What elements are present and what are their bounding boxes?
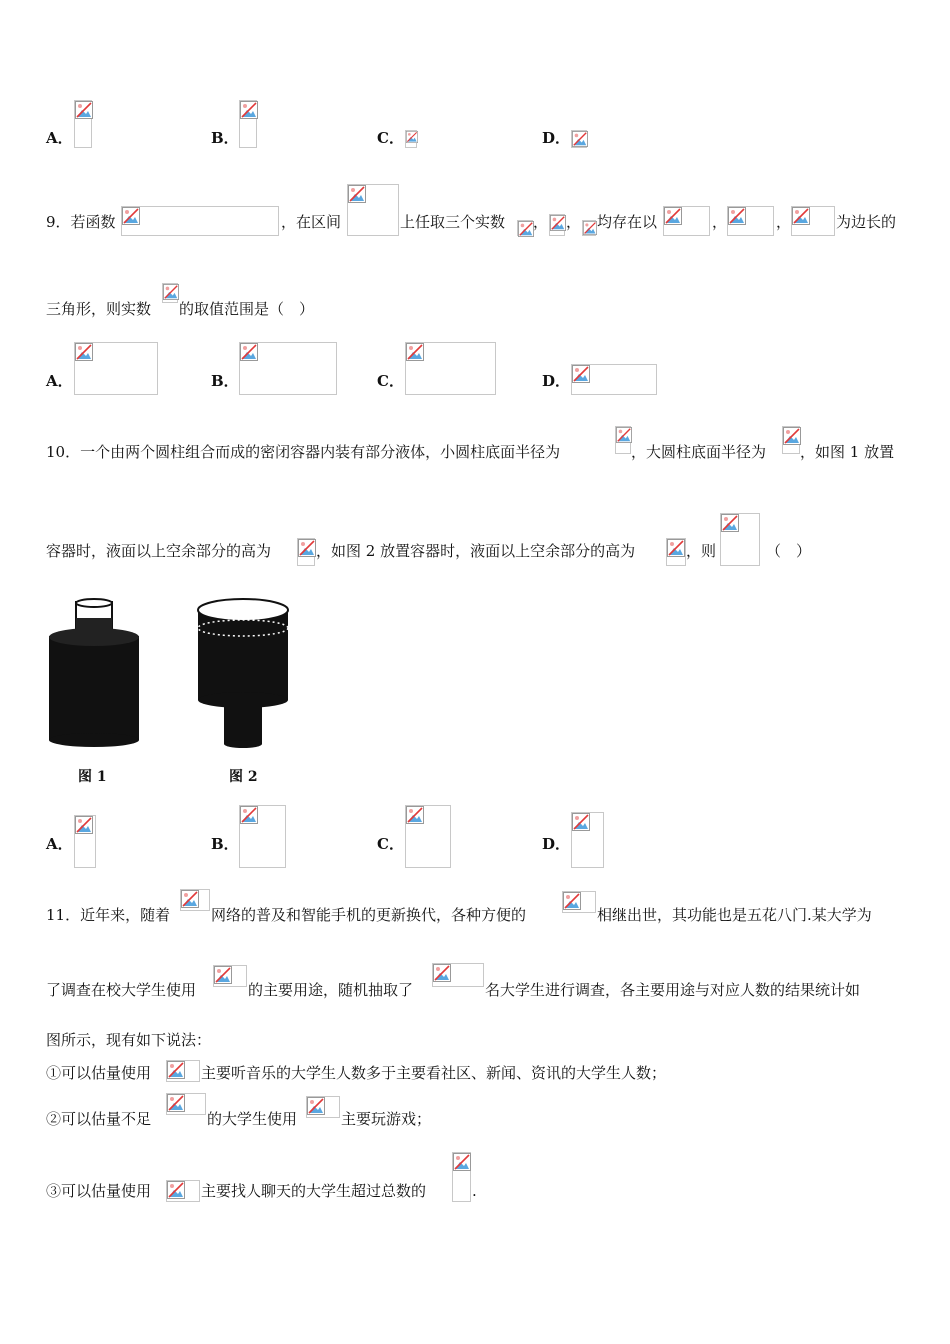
broken-image-icon <box>572 131 588 147</box>
formula-image <box>720 513 760 566</box>
broken-image-icon <box>163 284 179 300</box>
broken-image-icon <box>572 365 590 383</box>
formula-image <box>549 214 565 236</box>
formula-image <box>306 1096 340 1118</box>
formula-image <box>571 812 604 868</box>
q9-text: ， <box>566 213 582 231</box>
broken-image-icon <box>728 207 746 225</box>
broken-image-icon <box>75 343 93 361</box>
formula-image <box>166 1180 200 1202</box>
option-label: D． <box>542 835 571 853</box>
broken-image-icon <box>433 964 451 982</box>
broken-image-icon <box>240 806 258 824</box>
q9-text: 均存在以 <box>597 213 658 231</box>
formula-image <box>666 538 686 566</box>
option-label: B． <box>211 835 239 853</box>
formula-image <box>74 815 96 868</box>
formula-image <box>162 283 178 303</box>
figure-1-caption: 图 1 <box>78 769 107 785</box>
q11-text: 相继出世，其功能也是五花八门.某大学为 <box>597 906 872 924</box>
broken-image-icon <box>783 427 801 445</box>
statement-1: ①可以估量使用 <box>46 1064 152 1082</box>
option-label: A． <box>46 835 73 853</box>
formula-image <box>791 206 835 236</box>
option-label: D． <box>542 372 571 390</box>
formula-image <box>239 805 286 868</box>
formula-image <box>405 342 496 395</box>
formula-image <box>582 220 596 236</box>
broken-image-icon <box>721 514 739 532</box>
broken-image-icon <box>406 806 424 824</box>
q11-text: 了调查在校大学生使用 <box>46 981 197 999</box>
broken-image-icon <box>75 101 93 119</box>
q9-text: ， <box>533 213 549 231</box>
figure-1-container <box>49 599 139 747</box>
broken-image-icon <box>583 221 597 235</box>
q9-text: ， <box>776 213 792 231</box>
formula-image <box>239 100 257 148</box>
q11-text: 名大学生进行调查，各主要用途与对应人数的结果统计如 <box>485 981 861 999</box>
q9-text: 上任取三个实数 <box>400 213 506 231</box>
q10-text: 容器时，液面以上空余部分的高为 <box>46 542 272 560</box>
broken-image-icon <box>240 343 258 361</box>
formula-image <box>239 342 337 395</box>
option-label: B． <box>211 372 239 390</box>
broken-image-icon <box>167 1061 185 1079</box>
q10-text: ，如图 1 放置 <box>800 443 895 461</box>
broken-image-icon <box>167 1094 185 1112</box>
formula-image <box>74 342 158 395</box>
formula-image <box>405 805 451 868</box>
formula-image <box>347 184 399 236</box>
statement-2: ②可以估量不足 <box>46 1110 152 1128</box>
formula-image <box>74 100 92 148</box>
broken-image-icon <box>453 1153 471 1171</box>
formula-image <box>571 364 657 395</box>
formula-image <box>782 426 800 454</box>
statement-2-rest: 的大学生使用 <box>207 1110 298 1128</box>
statement-2-end: 主要玩游戏； <box>341 1110 432 1128</box>
broken-image-icon <box>75 816 93 834</box>
q11-text: 的主要用途，随机抽取了 <box>248 981 414 999</box>
q11-text: 图所示，现有如下说法： <box>46 1031 212 1049</box>
figure-2-caption: 图 2 <box>229 769 258 785</box>
q10-text: ，如图 2 放置容器时，液面以上空余部分的高为 <box>316 542 636 560</box>
q10-text: 10．一个由两个圆柱组合而成的密闭容器内装有部分液体，小圆柱底面半径为 <box>46 443 561 461</box>
broken-image-icon <box>664 207 682 225</box>
broken-image-icon <box>348 185 366 203</box>
option-label: C． <box>377 835 404 853</box>
broken-image-icon <box>406 343 424 361</box>
broken-image-icon <box>616 427 632 443</box>
broken-image-icon <box>181 890 199 908</box>
formula-image <box>571 130 587 148</box>
broken-image-icon <box>572 813 590 831</box>
broken-image-icon <box>214 966 232 984</box>
broken-image-icon <box>563 892 581 910</box>
formula-image <box>452 1152 471 1202</box>
formula-image <box>727 206 774 236</box>
q9-text: 为边长的 <box>836 213 897 231</box>
statement-3-end: . <box>472 1182 477 1200</box>
formula-image <box>166 1093 206 1115</box>
formula-image <box>166 1060 200 1082</box>
broken-image-icon <box>298 539 316 557</box>
q9-text: 三角形，则实数 <box>46 300 152 318</box>
q9-text: 的取值范围是（ ） <box>179 300 315 318</box>
formula-image <box>405 130 417 148</box>
broken-image-icon <box>518 221 534 237</box>
figure-2-container <box>198 599 288 748</box>
formula-image <box>180 889 210 911</box>
broken-image-icon <box>122 207 140 225</box>
q10-text: ，大圆柱底面半径为 <box>631 443 767 461</box>
formula-image <box>297 538 315 566</box>
statement-1-rest: 主要听音乐的大学生人数多于主要看社区、新闻、资讯的大学生人数； <box>201 1064 667 1082</box>
broken-image-icon <box>167 1181 185 1199</box>
broken-image-icon <box>792 207 810 225</box>
broken-image-icon <box>550 215 566 231</box>
option-label: A． <box>46 372 73 390</box>
option-label: C． <box>377 372 404 390</box>
q11-text: 网络的普及和智能手机的更新换代，各种方便的 <box>211 906 527 924</box>
broken-image-icon <box>667 539 685 557</box>
q11-text: 11．近年来，随着 <box>46 906 171 924</box>
formula-image <box>663 206 710 236</box>
broken-image-icon <box>307 1097 325 1115</box>
statement-3: ③可以估量使用 <box>46 1182 152 1200</box>
option-label: A． <box>46 129 73 147</box>
q10-text: ，则 <box>686 542 717 560</box>
broken-image-icon <box>240 101 258 119</box>
option-label: B． <box>211 129 239 147</box>
statement-3-rest: 主要找人聊天的大学生超过总数的 <box>201 1182 427 1200</box>
broken-image-icon <box>406 131 418 143</box>
q9-text: ，在区间 <box>281 213 342 231</box>
formula-image <box>517 220 533 236</box>
option-label: D． <box>542 129 571 147</box>
q9-text: ， <box>712 213 728 231</box>
formula-image <box>615 426 631 454</box>
formula-image <box>562 891 596 913</box>
formula-image <box>213 965 247 987</box>
formula-image <box>432 963 484 987</box>
option-label: C． <box>377 129 404 147</box>
formula-image <box>121 206 279 236</box>
q10-text: （ ） <box>766 542 812 560</box>
container-figures <box>44 596 294 756</box>
q9-text: 9．若函数 <box>46 213 116 231</box>
